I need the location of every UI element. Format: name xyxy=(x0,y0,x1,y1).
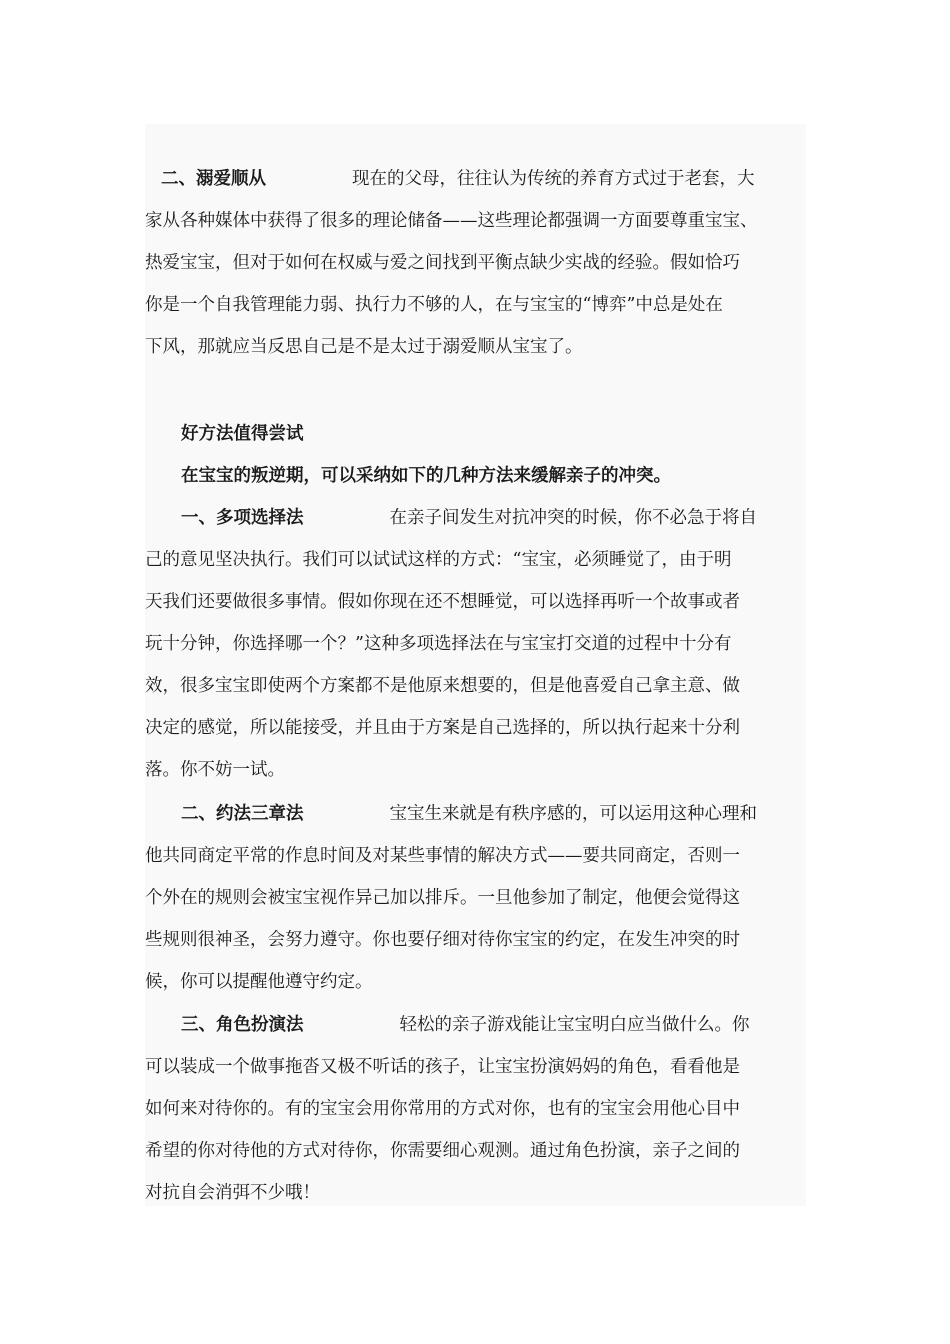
text-line xyxy=(145,1004,806,1046)
method-heading: 一、多项选择法 xyxy=(181,508,304,528)
paragraph-method-choice xyxy=(145,497,806,791)
text-line: 己的意见坚决执行。我们可以试试这样的方式：“宝宝，必须睡觉了，由于明 xyxy=(145,550,732,570)
text-line xyxy=(145,497,806,539)
paragraph-method-rules xyxy=(145,793,806,1003)
paragraph-text: 现在的父母，往往认为传统的养育方式过于老套，大 xyxy=(352,169,755,189)
paragraph-method-roleplay xyxy=(145,1004,806,1214)
text-line: 天我们还要做很多事情。假如你现在还不想睡觉，可以选择再听一个故事或者 xyxy=(145,592,740,612)
text-line: 可以装成一个做事拖沓又极不听话的孩子，让宝宝扮演妈妈的角色，看看他是 xyxy=(145,1057,740,1077)
text-line: 家从各种媒体中获得了很多的理论储备——这些理论都强调一方面要尊重宝宝、 xyxy=(145,211,758,231)
paragraph-spoiling xyxy=(145,158,806,368)
text-line: 希望的你对待他的方式对待你，你需要细心观测。通过角色扮演，亲子之间的 xyxy=(145,1141,740,1161)
text-line: 个外在的规则会被宝宝视作异己加以排斥。一旦他参加了制定，他便会觉得这 xyxy=(145,888,740,908)
method-heading: 三、角色扮演法 xyxy=(181,1015,304,1035)
text-line: 落。你不妨一试。 xyxy=(145,760,285,780)
text-line: 效，很多宝宝即使两个方案都不是他原来想要的，但是他喜爱自己拿主意、做 xyxy=(145,676,740,696)
text-line: 如何来对待你的。有的宝宝会用你常用的方式对你，也有的宝宝会用他心目中 xyxy=(145,1099,740,1119)
text-line: 热爱宝宝，但对于如何在权威与爱之间找到平衡点缺少实战的经验。假如恰巧 xyxy=(145,253,740,273)
text-line: 对抗自会消弭不少哦！ xyxy=(145,1183,320,1203)
text-line: 下风，那就应当反思自己是不是太过于溺爱顺从宝宝了。 xyxy=(145,337,583,357)
methods-title-block xyxy=(145,413,806,497)
method-heading: 二、约法三章法 xyxy=(181,804,304,824)
methods-intro: 在宝宝的叛逆期，可以采纳如下的几种方法来缓解亲子的冲突。 xyxy=(181,466,671,486)
text-line: 候，你可以提醒他遵守约定。 xyxy=(145,972,373,992)
text-line: 些规则很神圣，会努力遵守。你也要仔细对待你宝宝的约定，在发生冲突的时 xyxy=(145,930,740,950)
paragraph-text: 宝宝生来就是有秩序感的，可以运用这种心理和 xyxy=(389,804,757,824)
text-line xyxy=(145,793,806,835)
text-line: 玩十分钟，你选择哪一个？”这种多项选择法在与宝宝打交道的过程中十分有 xyxy=(145,634,732,654)
text-line: 他共同商定平常的作息时间及对某些事情的解决方式——要共同商定，否则一 xyxy=(145,846,740,866)
paragraph-text: 轻松的亲子游戏能让宝宝明白应当做什么。你 xyxy=(399,1015,750,1035)
methods-title: 好方法值得尝试 xyxy=(181,424,304,444)
section-heading: 二、溺爱顺从 xyxy=(161,169,266,189)
text-line: 决定的感觉，所以能接受，并且由于方案是自己选择的，所以执行起来十分利 xyxy=(145,718,740,738)
text-line: 你是一个自我管理能力弱、执行力不够的人，在与宝宝的“博弈”中总是处在 xyxy=(145,295,723,315)
paragraph-text: 在亲子间发生对抗冲突的时候，你不必急于将自 xyxy=(389,508,757,528)
text-line xyxy=(145,158,806,200)
